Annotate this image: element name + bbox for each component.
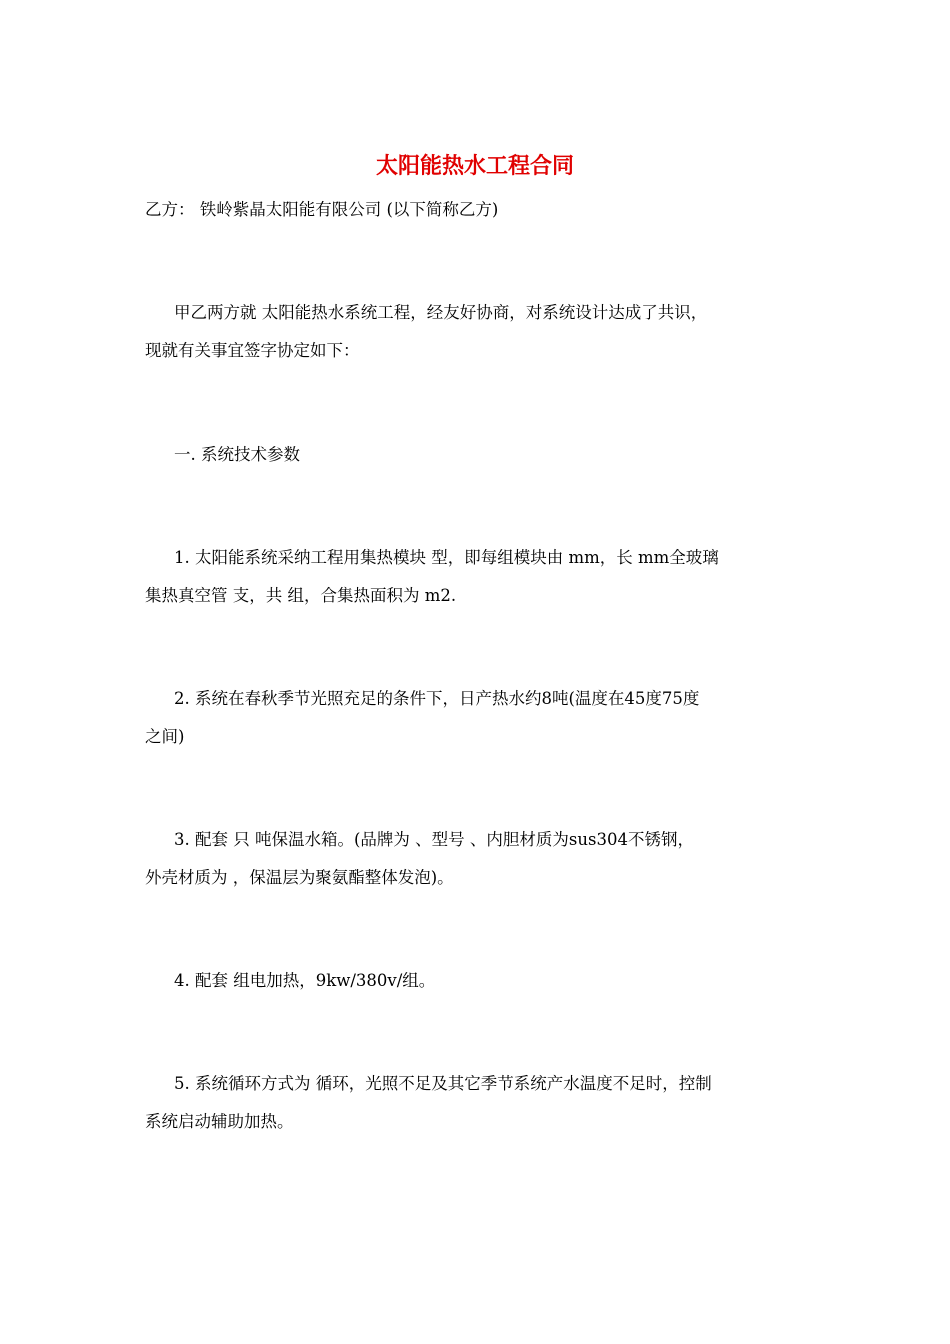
party-b-line: 乙方： 铁岭紫晶太阳能有限公司 (以下简称乙方): [145, 200, 499, 219]
item-5-line-1: 5. 系统循环方式为 循环，光照不足及其它季节系统产水温度不足时，控制: [174, 1074, 712, 1093]
item-3-line-1: 3. 配套 只 吨保温水箱。(品牌为 、型号 、内胆材质为sus304不锈钢，: [174, 830, 694, 849]
item-1-line-1: 1. 太阳能系统采纳工程用集热模块 型，即每组模块由 mm，长 mm全玻璃: [174, 548, 719, 567]
item-1-line-2: 集热真空管 支，共 组，合集热面积为 m2.: [145, 586, 457, 605]
item-3-line-2: 外壳材质为 ，保温层为聚氨酯整体发泡)。: [145, 868, 454, 887]
intro-line-2: 现就有关事宜签字协定如下：: [145, 341, 360, 360]
item-2-line-1: 2. 系统在春秋季节光照充足的条件下，日产热水约8吨(温度在45度75度: [174, 689, 700, 708]
item-2-line-2: 之间): [145, 727, 185, 746]
document-title: 太阳能热水工程合同: [375, 154, 574, 179]
item-5-line-2: 系统启动辅助加热。: [145, 1112, 294, 1131]
intro-line-1: 甲乙两方就 太阳能热水系统工程，经友好协商，对系统设计达成了共识，: [174, 303, 708, 322]
item-4-line-1: 4. 配套 组电加热，9kw/380v/组。: [174, 971, 436, 990]
section-heading: 一. 系统技术参数: [174, 445, 300, 464]
